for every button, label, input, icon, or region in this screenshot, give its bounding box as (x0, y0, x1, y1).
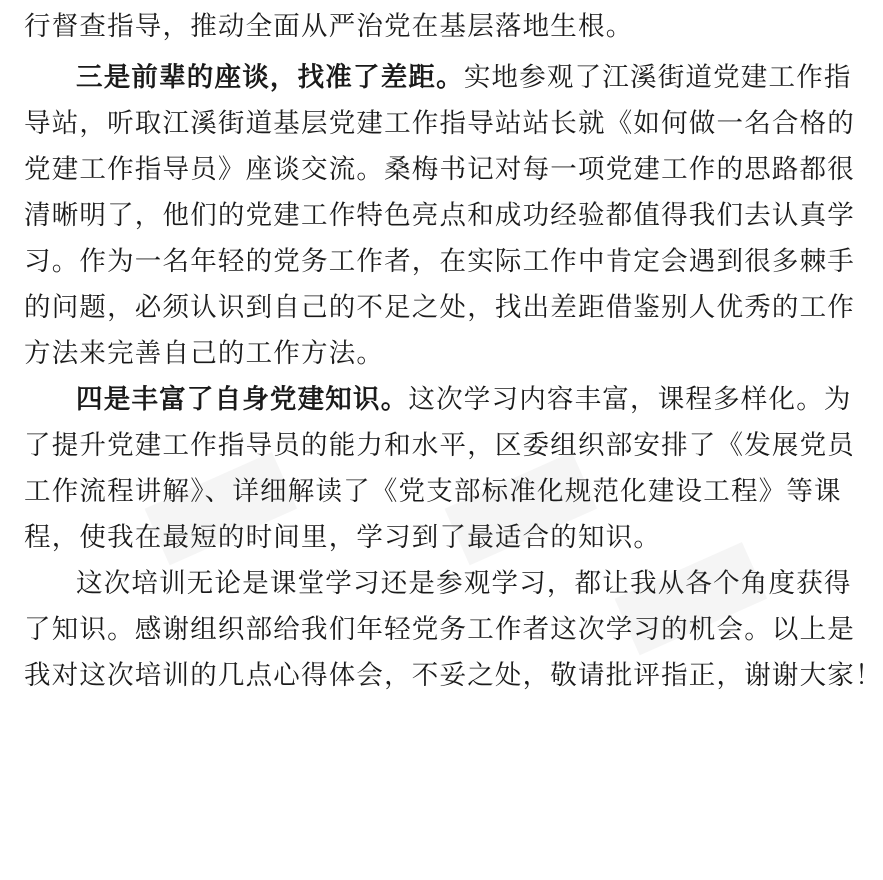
paragraph-3-line-2: 了提升党建工作指导员的能力和水平，区委组织部安排了《发展党员 (24, 430, 855, 461)
paragraph-2-line-2: 导站，听取江溪街道基层党建工作指导站站长就《如何做一名合格的 (24, 108, 855, 139)
paragraph-4-line-1: 这次培训无论是课堂学习还是参观学习，都让我从各个角度获得 (76, 568, 852, 599)
paragraph-2-line-7: 方法来完善自己的工作方法。 (24, 338, 385, 369)
paragraph-2-line-5: 习。作为一名年轻的党务工作者，在实际工作中肯定会遇到很多棘手 (24, 246, 855, 277)
paragraph-2-text: 实地参观了江溪街道党建工作指 (463, 62, 852, 93)
paragraph-2-line-6: 的问题，必须认识到自己的不足之处，找出差距借鉴别人优秀的工作 (24, 292, 855, 323)
paragraph-3-text: 这次学习内容丰富，课程多样化。为 (408, 384, 852, 415)
paragraph-2-line-1 (76, 55, 876, 101)
paragraph-3-line-3: 工作流程讲解》、详细解读了《党支部标准化规范化建设工程》等课 (24, 476, 842, 507)
paragraph-2-line-4: 清晰明了，他们的党建工作特色亮点和成功经验都值得我们去认真学 (24, 200, 855, 231)
paragraph-2-heading: 三是前辈的座谈，找准了差距。 (76, 62, 464, 93)
paragraph-3-line-1 (76, 377, 876, 423)
paragraph-4-line-3: 我对这次培训的几点心得体会，不妥之处，敬请批评指正，谢谢大家！ (24, 660, 883, 691)
paragraph-2-line-3: 党建工作指导员》座谈交流。桑梅书记对每一项党建工作的思路都很 (24, 154, 855, 185)
paragraph-1-line-1: 行督查指导，推动全面从严治党在基层落地生根。 (24, 11, 634, 42)
paragraph-3-heading: 四是丰富了自身党建知识。 (76, 384, 409, 415)
paragraph-4-line-2: 了知识。感谢组织部给我们年轻党务工作者这次学习的机会。以上是 (24, 614, 855, 645)
paragraph-3-line-4: 程，使我在最短的时间里，学习到了最适合的知识。 (24, 522, 662, 553)
